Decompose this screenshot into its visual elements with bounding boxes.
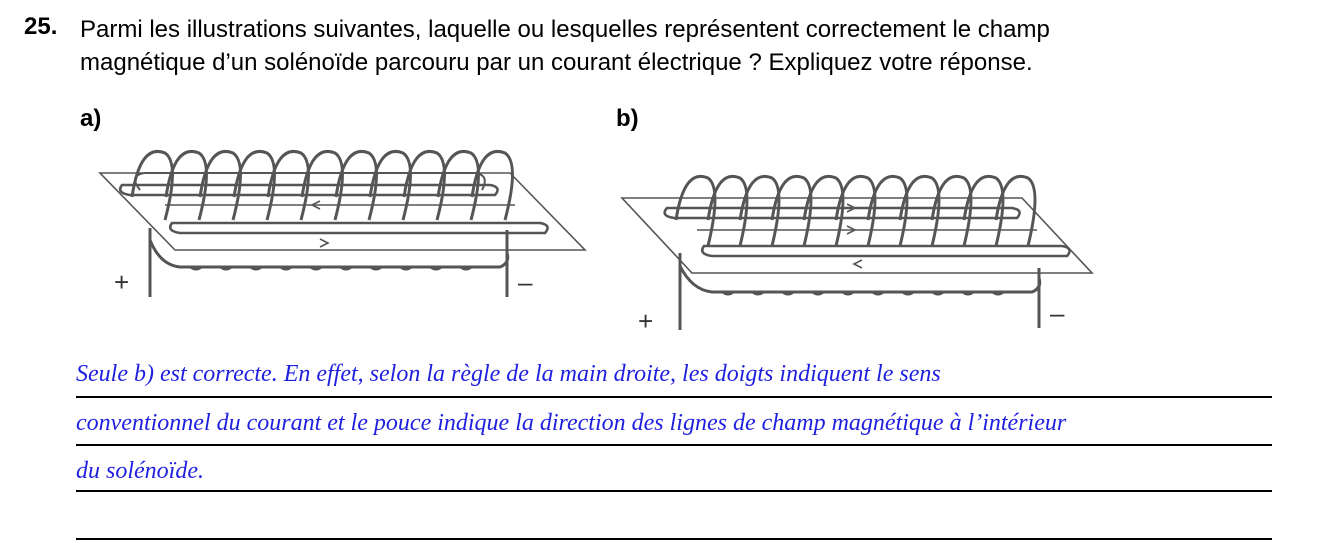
positive-terminal-label: + (638, 306, 654, 336)
negative-terminal-label: – (1050, 298, 1065, 328)
answer-rule (76, 490, 1272, 492)
question-line: Parmi les illustrations suivantes, laquelle ou lesquelles représentent correctement le champ (80, 16, 1050, 43)
answer-rule (76, 396, 1272, 398)
negative-terminal-label: – (518, 267, 533, 297)
answer-line-text: Seule b) est correcte. En effet, selon la règle de la main droite, les doigts indiquent le sens (76, 361, 941, 387)
question-number: 25. (24, 13, 58, 40)
solenoid-a-drawing (70, 125, 590, 325)
option-a-label: a) (80, 105, 102, 132)
answer-rule (76, 538, 1272, 540)
option-b-label: b) (616, 105, 639, 132)
solenoid-figure-a (70, 125, 590, 325)
solenoid-b-drawing (612, 158, 1102, 338)
answer-rule (76, 444, 1272, 446)
solenoid-figure-b (612, 158, 1102, 338)
question-text (80, 13, 1300, 79)
answer-line-text: du solénoïde. (76, 458, 204, 484)
question-line: magnétique d’un solénoïde parcouru par un courant électrique ? Expliquez votre réponse. (80, 49, 1033, 76)
answer-line-text: conventionnel du courant et le pouce indique la direction des lignes de champ magnétique à l’intérieur (76, 410, 1067, 436)
positive-terminal-label: + (114, 267, 130, 297)
